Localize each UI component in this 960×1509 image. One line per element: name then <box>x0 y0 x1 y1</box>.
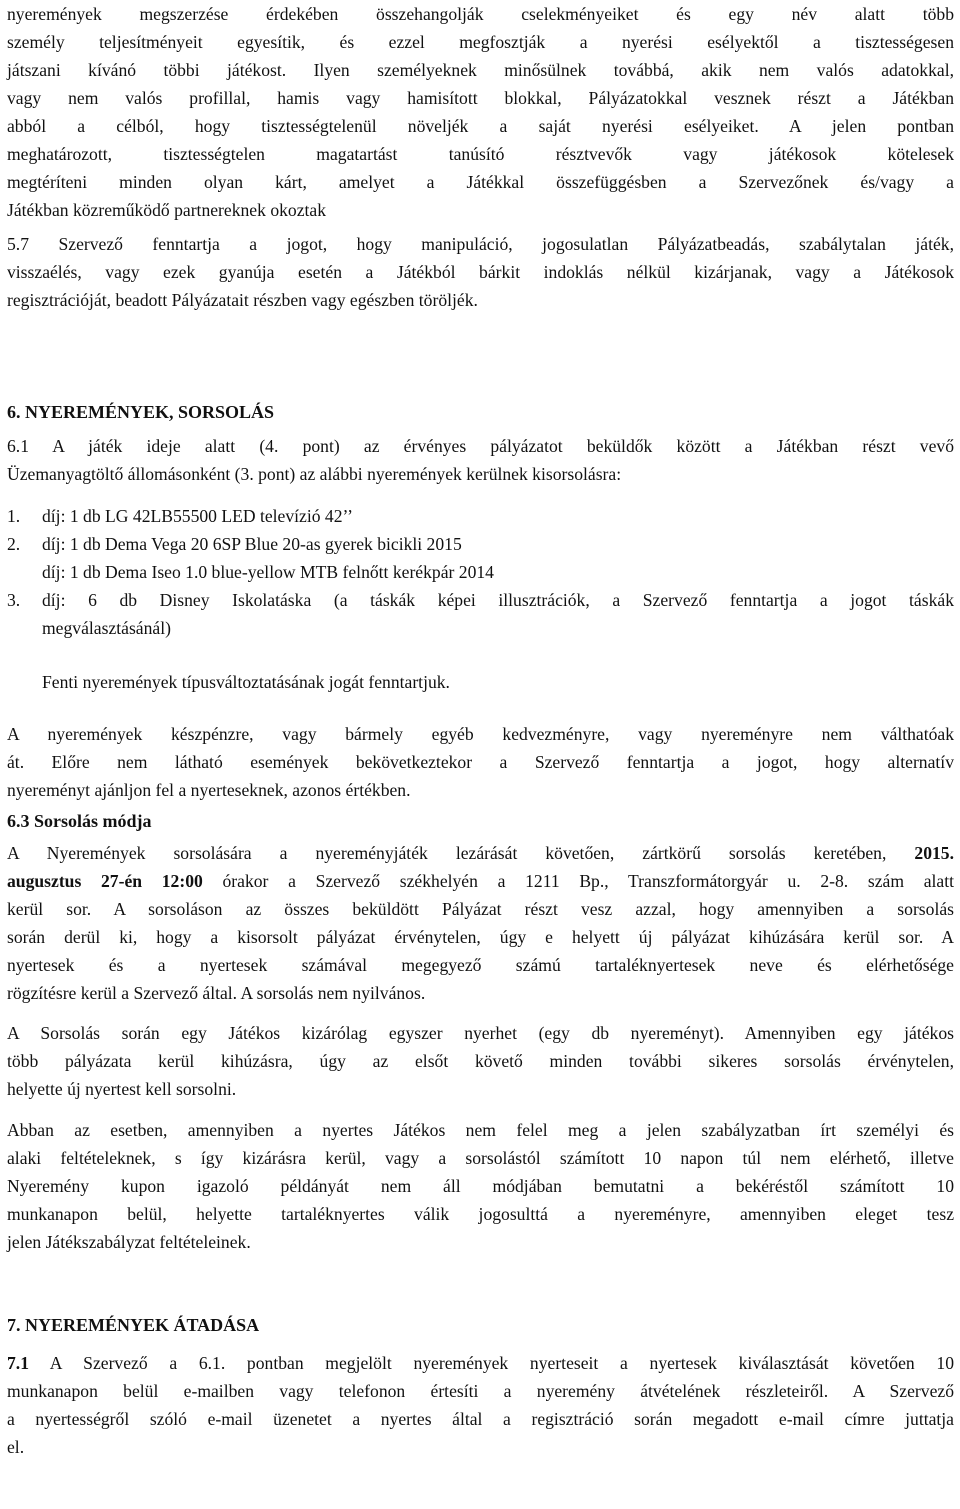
prize-cash-paragraph <box>7 720 954 804</box>
text-line: játszani kívánó többi játékost. Ilyen személyeknek minősülnek továbbá, akik nem valós adatokkal, <box>7 60 954 80</box>
text-line: kerül sor. A sorsoláson az összes beküldött Pályázat részt vesz azzal, hogy amennyiben a sorsolás <box>7 899 954 919</box>
heading-section-6-3: 6.3 Sorsolás módja <box>7 811 152 831</box>
text-line: díj: 6 db Disney Iskolatáska (a táskák képei illusztrációk, a Szervező fenntartja a jogot táskák <box>42 590 954 610</box>
text-line: rögzítésre kerül a Szervező által. A sorsolás nem nyilvános. <box>7 983 426 1003</box>
prize-item <box>7 586 954 642</box>
heading-section-6: 6. NYEREMÉNYEK, SORSOLÁS <box>7 402 275 422</box>
text-line: nyereményt ajánljon fel a nyerteseknek, azonos értékben. <box>7 780 411 800</box>
text-line: A nyeremények készpénzre, vagy bármely egyéb kedvezményre, vagy nyereményre nem válthatóak <box>7 724 954 744</box>
list-number: 3. <box>7 590 21 610</box>
text-line: 6.1 A játék ideje alatt (4. pont) az érvényes pályázatot beküldők között a Játékban részt vevő <box>7 436 954 456</box>
text-line: díj: 1 db Dema Vega 20 6SP Blue 20-as gyerek bicikli 2015 <box>42 534 462 554</box>
text-line: Üzemanyagtöltő állomásonként (3. pont) az alábbi nyeremények kerülnek kisorsolásra: <box>7 464 622 484</box>
reserve-paragraph <box>7 1116 954 1256</box>
text-line: abból a célból, hogy tisztességtelenül növeljék a saját nyerési esélyeiket. A jelen pontban <box>7 116 954 136</box>
draw-line1-text: A Nyeremények sorsolására a nyereményjáték lezárását követően, zártkörű sorsolás keretében, <box>7 843 915 863</box>
text-line: el. <box>7 1437 25 1457</box>
list-number: 2. <box>7 534 21 554</box>
text-line: Abban az esetben, amennyiben a nyertes Játékos nem felel meg a jelen szabályzatban írt személyi és <box>7 1120 954 1140</box>
text-line: több pályázata kerül kihúzásra, úgy az elsőt követő minden további sikeres sorsolás érvénytelen, <box>7 1051 954 1071</box>
text-line: díj: 1 db Dema Iseo 1.0 blue-yellow MTB felnőtt kerékpár 2014 <box>42 562 494 582</box>
prize-item <box>7 530 954 586</box>
list-number: 1. <box>7 506 21 526</box>
text-line: munkanapon belül, helyette tartaléknyertes válik jogosulttá a nyereményre, amennyiben eleget tesz <box>7 1204 954 1224</box>
once-paragraph <box>7 1019 954 1103</box>
text-line: során derül ki, hogy a kisorsolt pályázat érvénytelen, úgy e helyett új pályázat kihúzására kerül sor. A <box>7 927 954 947</box>
text-line: helyette új nyertest kell sorsolni. <box>7 1079 237 1099</box>
text-line <box>7 867 954 895</box>
heading-section-7: 7. NYEREMÉNYEK ÁTADÁSA <box>7 1315 260 1335</box>
section-6-1 <box>7 432 954 488</box>
text-line: megválasztásánál) <box>42 618 171 638</box>
text-line: vagy nem valós profillal, hamis vagy hamisított blokkal, Pályázatokkal vesznek részt a Játékban <box>7 88 954 108</box>
draw-line2-text: órakor a Szervező székhelyén a 1211 Bp., Transzformátorgyár u. 2-8. szám alatt <box>202 871 955 891</box>
text-line: meghatározott, tisztességtelen magatartást tanúsító résztvevők vagy játékosok kötelesek <box>7 144 954 164</box>
text-line: díj: 1 db LG 42LB55500 LED televízió 42’’ <box>42 506 353 526</box>
section-7-1-line1: A Szervező a 6.1. pontban megjelölt nyeremények nyerteseit a nyertesek kiválasztását követően 10 <box>29 1353 954 1373</box>
text-line: alaki feltételeknek, s így kizárásra kerül, vagy a sorsolástól számított 10 napon túl nem elérhető, illetve <box>7 1148 954 1168</box>
text-line <box>7 1349 954 1377</box>
text-line: regisztrációját, beadott Pályázatait részben vagy egészben töröljék. <box>7 290 478 310</box>
prize-list <box>7 502 954 642</box>
text-line: A Sorsolás során egy Játékos kizárólag egyszer nyerhet (egy db nyereményt). Amennyiben egy játékos <box>7 1023 954 1043</box>
text-line: a nyertességről szóló e-mail üzenetet a nyertes által a regisztráció során megadott e-mail címre juttatja <box>7 1409 954 1429</box>
section-7-1 <box>7 1349 954 1461</box>
draw-paragraph <box>7 839 954 1007</box>
text-line: munkanapon belül e-mailben vagy telefonon értesíti a nyeremény átvételének részleteiről. A Szervező <box>7 1381 954 1401</box>
draw-date-year: 2015. <box>914 843 954 863</box>
text-line: Játékban közreműködő partnereknek okoztak <box>7 200 327 220</box>
section-number: 7.1 <box>7 1353 29 1373</box>
text-line: nyertesek és a nyertesek számával megegyező számú tartaléknyertesek neve és elérhetősége <box>7 955 954 975</box>
prize-note: Fenti nyeremények típusváltoztatásának jogát fenntartjuk. <box>42 672 450 692</box>
text-line: visszaélés, vagy ezek gyanúja esetén a Játékból bárkit indoklás nélkül kizárjanak, vagy a Játékosok <box>7 262 954 282</box>
text-line: 5.7 Szervező fenntartja a jogot, hogy manipuláció, jogosulatlan Pályázatbeadás, szabálytalan játék, <box>7 234 954 254</box>
text-line: Nyeremény kupon igazoló példányát nem áll módjában bemutatni a bekéréstől számított 10 <box>7 1176 954 1196</box>
text-line: át. Előre nem látható események bekövetkeztekor a Szervező fenntartja a jogot, hogy alternatív <box>7 752 954 772</box>
text-line <box>7 839 954 867</box>
draw-date-time: augusztus 27-én 12:00 <box>7 871 203 891</box>
prize-item <box>7 502 954 530</box>
text-line: személy teljesítményeit egyesítik, és ezzel megfosztják a nyerési esélyektől a tisztességesen <box>7 32 954 52</box>
text-line: nyeremények megszerzése érdekében összehangolják cselekményeiket és egy név alatt több <box>7 4 954 24</box>
section-5-7 <box>7 230 954 314</box>
intro-paragraph <box>7 0 954 224</box>
text-line: jelen Játékszabályzat feltételeinek. <box>7 1232 251 1252</box>
text-line: megtéríteni minden olyan kárt, amelyet a Játékkal összefüggésben a Szervezőnek és/vagy a <box>7 172 954 192</box>
